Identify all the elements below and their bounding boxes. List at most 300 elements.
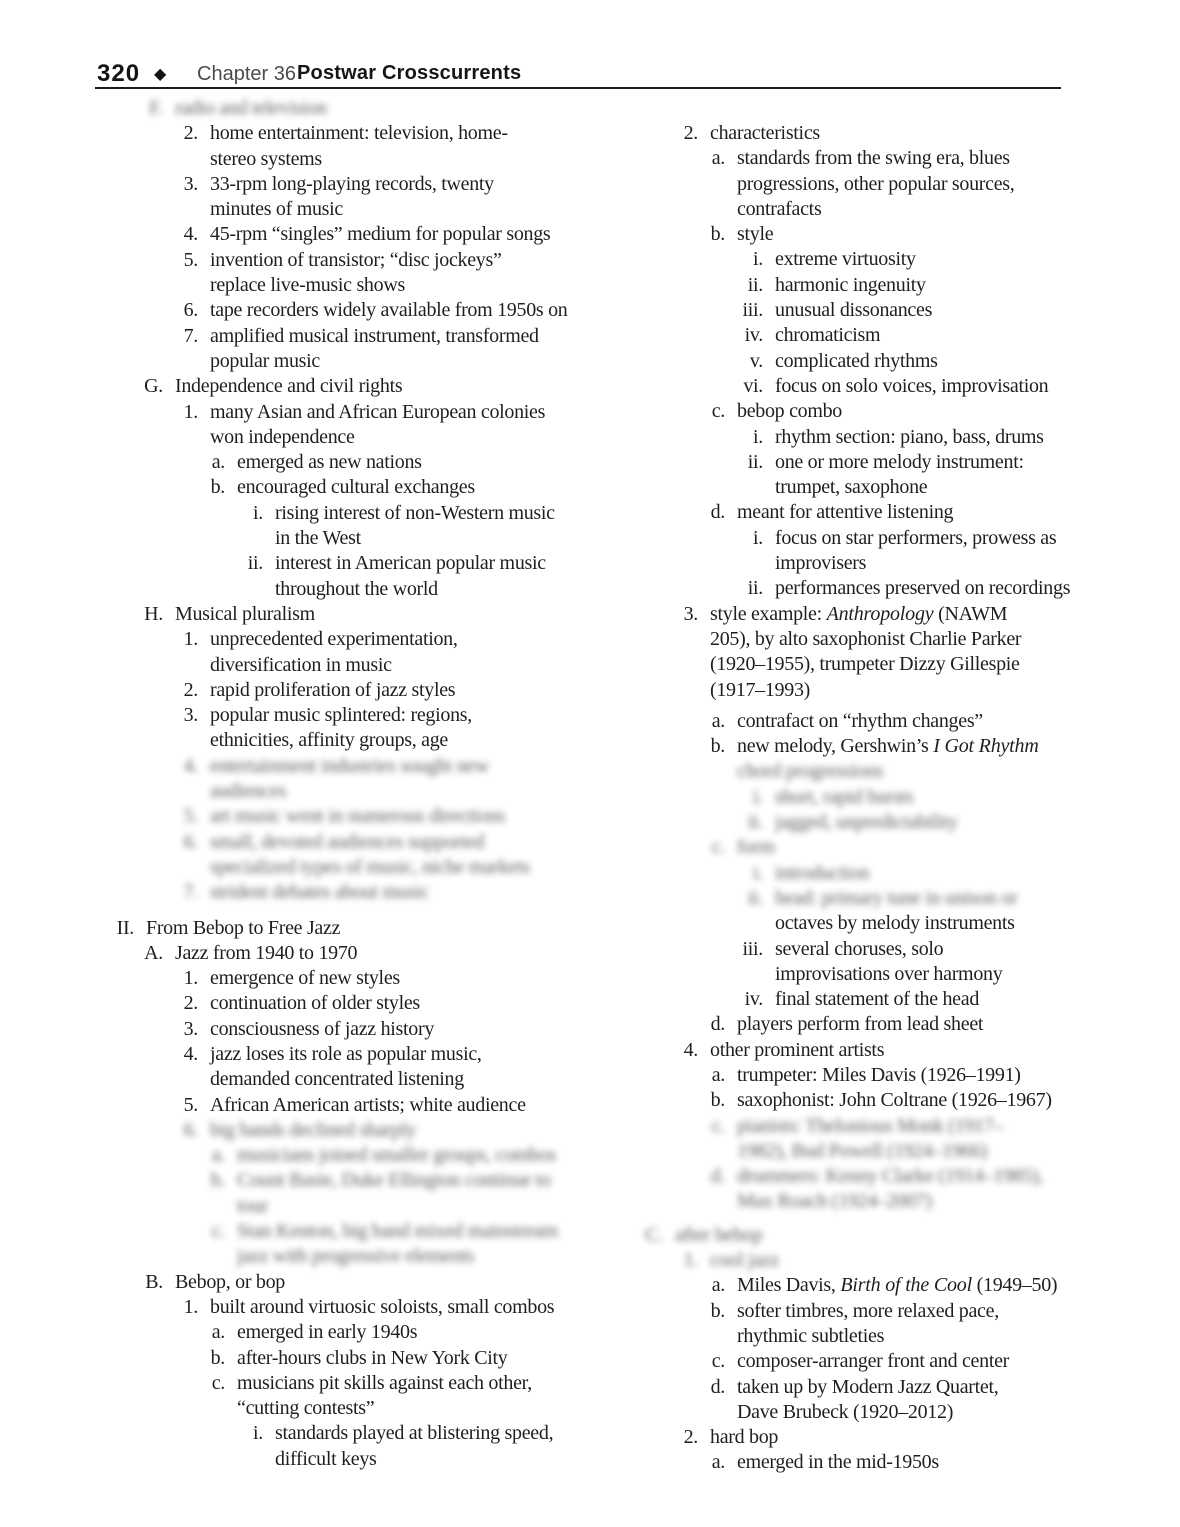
outline-line (100, 526, 600, 551)
list-marker: a. (711, 1063, 725, 1086)
outline-text: rapid proliferation of jazz styles (210, 678, 456, 701)
list-marker: c. (211, 1220, 225, 1243)
outline-line (100, 222, 600, 247)
list-marker: 1. (183, 967, 198, 990)
outline-line (600, 1450, 1100, 1475)
outline-line-blurred (600, 1114, 1100, 1139)
outline-line (100, 121, 600, 146)
outline-text: diversification in music (210, 653, 392, 676)
outline-line (600, 172, 1100, 197)
list-marker: b. (710, 1089, 725, 1112)
list-marker: 3. (183, 172, 198, 195)
outline-text: jazz loses its role as popular music, (210, 1042, 482, 1065)
outline-line (600, 937, 1100, 962)
outline-line-blurred (100, 830, 600, 855)
list-marker: II. (116, 916, 134, 939)
outline-text: focus on star performers, prowess as (775, 526, 1057, 549)
outline-line (600, 197, 1100, 222)
list-marker: B. (145, 1270, 163, 1293)
outline-line-blurred (100, 779, 600, 804)
list-marker: 3. (183, 1017, 198, 1040)
outline-line (600, 962, 1100, 987)
outline-text: 205), by alto saxophonist Charlie Parker (710, 627, 1022, 650)
outline-line (100, 678, 600, 703)
outline-text: pianists: Thelonious Monk (1917– (737, 1114, 1004, 1137)
outline-line (100, 349, 600, 374)
outline-text: octaves by melody instruments (775, 912, 1015, 935)
outline-text: throughout the world (275, 577, 438, 600)
outline-line (100, 991, 600, 1016)
list-marker: 6. (183, 299, 198, 322)
outline-line (100, 1017, 600, 1042)
outline-line (100, 602, 600, 627)
list-marker: b. (210, 1346, 225, 1369)
outline-line (100, 172, 600, 197)
outline-line-blurred (100, 96, 600, 121)
outline-line (100, 400, 600, 425)
outline-text: invention of transistor; “disc jockeys” (210, 248, 502, 271)
outline-line-blurred (100, 1118, 600, 1143)
outline-text: popular music splintered: regions, (210, 704, 472, 727)
outline-line (600, 576, 1100, 601)
list-marker: c. (711, 1350, 725, 1373)
outline-line (100, 1295, 600, 1320)
list-marker: i. (753, 861, 763, 884)
outline-line (600, 627, 1100, 652)
outline-text: tour (237, 1194, 269, 1217)
outline-line (600, 475, 1100, 500)
outline-text: harmonic ingenuity (775, 273, 926, 296)
list-marker: b. (210, 1169, 225, 1192)
outline-line (100, 1093, 600, 1118)
outline-text: trumpet, saxophone (775, 476, 928, 499)
list-marker: 2. (683, 1426, 698, 1449)
list-marker: 1. (183, 400, 198, 423)
outline-line (100, 1447, 600, 1472)
list-marker: d. (710, 1165, 725, 1188)
outline-text: minutes of music (210, 198, 343, 221)
outline-line-blurred (100, 1168, 600, 1193)
outline-line (100, 653, 600, 678)
outline-line-blurred (100, 1244, 600, 1269)
outline-text: Dave Brubeck (1920–2012) (737, 1400, 954, 1423)
running-head (0, 0, 1180, 95)
list-marker: 5. (183, 805, 198, 828)
outline-text: small, devoted audiences supported (210, 830, 485, 853)
outline-text: Max Roach (1924–2007) (737, 1190, 932, 1213)
list-marker: 3. (183, 704, 198, 727)
outline-line-blurred (600, 886, 1100, 911)
list-marker: a. (711, 1274, 725, 1297)
list-marker: 1. (183, 628, 198, 651)
outline-line (100, 1067, 600, 1092)
outline-line (600, 1012, 1100, 1037)
list-marker: iv. (744, 988, 763, 1011)
outline-text: standards played at blistering speed, (275, 1422, 554, 1445)
outline-line (600, 1063, 1100, 1088)
outline-text: African American artists; white audience (210, 1093, 526, 1116)
outline-line (100, 703, 600, 728)
outline-text: rising interest of non-Western music (275, 501, 555, 524)
outline-line (100, 197, 600, 222)
outline-text: emerged in the mid-1950s (737, 1451, 939, 1474)
outline-line (600, 425, 1100, 450)
outline-text: home entertainment: television, home- (210, 122, 508, 145)
outline-text: improvisations over harmony (775, 962, 1003, 985)
outline-text: contrafact on “rhythm changes” (737, 709, 983, 732)
outline-text: several choruses, solo (775, 937, 944, 960)
outline-text: difficult keys (275, 1447, 377, 1470)
outline-line-blurred (600, 810, 1100, 835)
outline-text: emerged as new nations (237, 451, 422, 474)
outline-text: strident debates about music (210, 881, 429, 904)
outline-line (600, 121, 1100, 146)
outline-line (600, 222, 1100, 247)
outline-text: contrafacts (737, 197, 822, 220)
outline-text: bebop combo (737, 400, 843, 423)
outline-line (100, 966, 600, 991)
outline-line-blurred (600, 861, 1100, 886)
outline-line (100, 1396, 600, 1421)
list-marker: a. (711, 709, 725, 732)
outline-line (600, 526, 1100, 551)
outline-line (100, 1042, 600, 1067)
list-marker: 1. (683, 1249, 698, 1272)
outline-text: big bands declined sharply (210, 1118, 417, 1141)
list-marker: ii. (747, 450, 763, 473)
outline-text: (1920–1955), trumpeter Dizzy Gillespie (710, 653, 1020, 676)
outline-line (600, 1324, 1100, 1349)
outline-text: jagged, unpredictability (775, 811, 958, 834)
list-marker: b. (710, 1299, 725, 1322)
outline-line (100, 147, 600, 172)
outline-line-blurred (100, 880, 600, 905)
list-marker: v. (749, 349, 763, 372)
list-marker: d. (710, 501, 725, 524)
list-marker: i. (253, 1422, 263, 1445)
list-marker: ii. (747, 886, 763, 909)
list-marker: i. (753, 785, 763, 808)
outline-line-blurred (600, 1248, 1100, 1273)
list-marker: i. (753, 248, 763, 271)
outline-line (100, 475, 600, 500)
outline-text: rhythm section: piano, bass, drums (775, 425, 1044, 448)
outline-line (100, 577, 600, 602)
list-marker: 5. (183, 248, 198, 271)
outline-line-blurred (600, 785, 1100, 810)
outline-text: 1982), Bud Powell (1924–1966) (737, 1139, 988, 1162)
list-marker: d. (710, 1375, 725, 1398)
outline-text: softer timbres, more relaxed pace, (737, 1299, 999, 1322)
outline-text: demanded concentrated listening (210, 1068, 464, 1091)
list-marker: 4. (183, 1042, 198, 1065)
list-marker: iii. (742, 299, 763, 322)
chapter-title: Postwar Crosscurrents (297, 62, 522, 84)
outline-line (600, 734, 1100, 759)
outline-text: specialized types of music, niche markets (210, 855, 530, 878)
outline-line-blurred (600, 835, 1100, 860)
list-marker: ii. (747, 577, 763, 600)
outline-line (600, 911, 1100, 936)
outline-text: hard bop (710, 1426, 779, 1449)
list-marker: 4. (683, 1038, 698, 1061)
chapter-label: Chapter 36 (197, 63, 296, 85)
list-marker: ii. (247, 552, 263, 575)
list-marker: F. (149, 97, 163, 119)
outline-text: final statement of the head (775, 988, 980, 1011)
list-marker: b. (710, 735, 725, 758)
outline-line (100, 273, 600, 298)
outline-line (600, 987, 1100, 1012)
list-marker: b. (710, 223, 725, 246)
outline-line (100, 728, 600, 753)
outline-text: meant for attentive listening (737, 501, 954, 524)
list-marker: d. (710, 1013, 725, 1036)
outline-text: “cutting contests” (237, 1397, 375, 1420)
list-marker: a. (711, 147, 725, 170)
outline-line (100, 1270, 600, 1295)
outline-line (600, 1400, 1100, 1425)
list-marker: 4. (183, 223, 198, 246)
outline-line-blurred (100, 855, 600, 880)
outline-text: extreme virtuosity (775, 248, 916, 271)
outline-text: after-hours clubs in New York City (237, 1346, 508, 1369)
outline-line-blurred (600, 1139, 1100, 1164)
list-marker: a. (211, 1321, 225, 1344)
list-marker: iv. (744, 324, 763, 347)
outline-line-blurred (600, 1189, 1100, 1214)
column-spacer (600, 1215, 1100, 1223)
list-marker: A. (144, 941, 163, 964)
outline-text: standards from the swing era, blues (737, 147, 1010, 170)
outline-line (100, 1346, 600, 1371)
outline-text: Stan Kenton, big band mixed mainstream (237, 1220, 558, 1243)
outline-text: many Asian and African European colonies (210, 400, 546, 423)
outline-line (100, 1421, 600, 1446)
outline-line-blurred (100, 1219, 600, 1244)
outline-column-left (100, 96, 600, 1472)
outline-line (600, 709, 1100, 734)
list-marker: 4. (183, 754, 198, 777)
outline-text: musicians joined smaller groups, combos (237, 1144, 556, 1167)
outline-text: taken up by Modern Jazz Quartet, (737, 1375, 999, 1398)
list-marker: ii. (747, 273, 763, 296)
list-marker: ii. (747, 811, 763, 834)
outline-text: jazz with progressive elements (237, 1245, 475, 1268)
outline-text: tape recorders widely available from 1950s on (210, 299, 568, 322)
outline-line (600, 349, 1100, 374)
outline-line (600, 146, 1100, 171)
outline-text: 33-rpm long-playing records, twenty (210, 172, 494, 195)
list-marker: a. (711, 1451, 725, 1474)
outline-line (600, 273, 1100, 298)
outline-text: introduction (775, 861, 870, 884)
outline-line (100, 627, 600, 652)
outline-text: replace live-music shows (210, 274, 405, 297)
outline-line (600, 1038, 1100, 1063)
outline-line (100, 941, 600, 966)
outline-text: Jazz from 1940 to 1970 (175, 941, 358, 964)
outline-line (600, 602, 1100, 627)
outline-line-blurred (600, 1164, 1100, 1189)
outline-text: after bebop (675, 1223, 763, 1246)
outline-line-blurred (100, 1143, 600, 1168)
outline-text: Independence and civil rights (175, 375, 403, 398)
list-marker: 1. (183, 1295, 198, 1318)
list-marker: 7. (183, 324, 198, 347)
list-marker: 2. (183, 122, 198, 145)
outline-line-blurred (100, 754, 600, 779)
outline-line (100, 450, 600, 475)
list-marker: G. (144, 375, 163, 398)
outline-line (100, 298, 600, 323)
list-marker: b. (210, 476, 225, 499)
outline-line-blurred (600, 1223, 1100, 1248)
outline-line (600, 652, 1100, 677)
outline-text: rhythmic subtleties (737, 1324, 885, 1347)
column-spacer (100, 906, 600, 916)
outline-text: Count Basie, Duke Ellington continue to (237, 1169, 551, 1192)
outline-text: improvisers (775, 552, 867, 575)
list-marker: i. (753, 425, 763, 448)
outline-line (100, 1320, 600, 1345)
list-marker: c. (711, 400, 725, 423)
outline-text: other prominent artists (710, 1038, 885, 1061)
outline-text: stereo systems (210, 147, 322, 170)
outline-line-blurred (100, 804, 600, 829)
outline-text: chromaticism (775, 324, 881, 347)
list-marker: 5. (183, 1093, 198, 1116)
outline-text: one or more melody instrument: (775, 450, 1024, 473)
list-marker: 2. (183, 992, 198, 1015)
list-marker: i. (753, 526, 763, 549)
outline-text: art music went in numerous directions (210, 805, 505, 828)
outline-text: composer-arranger front and center (737, 1350, 1010, 1373)
outline-text: (1917–1993) (710, 678, 811, 701)
diamond-icon: ◆ (154, 66, 167, 83)
list-marker: 6. (183, 1118, 198, 1141)
list-marker: 2. (183, 678, 198, 701)
list-marker: 3. (683, 602, 698, 625)
outline-text: performances preserved on recordings (775, 577, 1071, 600)
outline-text: From Bebop to Free Jazz (146, 916, 341, 939)
outline-text: in the West (275, 527, 361, 550)
outline-text: Bebop, or bop (175, 1270, 285, 1293)
list-marker: 6. (183, 830, 198, 853)
list-marker: c. (211, 1371, 225, 1394)
outline-text: complicated rhythms (775, 349, 938, 372)
outline-line (600, 551, 1100, 576)
outline-text: ethnicities, affinity groups, age (210, 729, 449, 752)
outline-line (600, 247, 1100, 272)
outline-line (600, 399, 1100, 424)
outline-text: won independence (210, 425, 355, 448)
outline-line (600, 1349, 1100, 1374)
outline-text: drummers: Kenny Clarke (1914–1985), (737, 1165, 1044, 1188)
outline-text: continuation of older styles (210, 992, 420, 1015)
outline-text: musicians pit skills against each other, (237, 1371, 532, 1394)
outline-line (100, 501, 600, 526)
list-marker: 7. (183, 881, 198, 904)
outline-line (100, 248, 600, 273)
outline-text: saxophonist: John Coltrane (1926–1967) (737, 1089, 1052, 1112)
outline-column-right (600, 121, 1100, 1476)
outline-line (100, 324, 600, 349)
outline-line (600, 1375, 1100, 1400)
outline-text: new melody, Gershwin’s I Got Rhythm (737, 735, 1039, 758)
outline-line (100, 374, 600, 399)
list-marker: i. (253, 501, 263, 524)
outline-text: 45-rpm “singles” medium for popular songs (210, 223, 551, 246)
outline-text: cool jazz (710, 1249, 779, 1272)
outline-line-blurred (600, 759, 1100, 784)
outline-text: unprecedented experimentation, (210, 628, 458, 651)
outline-line (100, 1371, 600, 1396)
outline-line (100, 425, 600, 450)
outline-text: trumpeter: Miles Davis (1926–1991) (737, 1063, 1021, 1086)
list-marker: a. (211, 451, 225, 474)
outline-text: chord progressions (737, 760, 884, 783)
outline-line (600, 1425, 1100, 1450)
outline-text: radio and television (175, 97, 327, 119)
list-marker: c. (711, 1114, 725, 1137)
outline-line (600, 374, 1100, 399)
list-marker: a. (211, 1144, 225, 1167)
list-marker: iii. (742, 937, 763, 960)
outline-text: entertainment industries sought new (210, 754, 489, 777)
outline-text: encouraged cultural exchanges (237, 476, 475, 499)
outline-text: emergence of new styles (210, 967, 400, 990)
outline-text: players perform from lead sheet (737, 1013, 984, 1036)
outline-text: popular music (210, 349, 320, 372)
outline-text: interest in American popular music (275, 552, 546, 575)
list-marker: H. (144, 602, 163, 625)
outline-text: focus on solo voices, improvisation (775, 374, 1049, 397)
outline-line (600, 450, 1100, 475)
outline-line (600, 298, 1100, 323)
outline-text: head: primary tune in unison or (775, 886, 1018, 909)
outline-line (100, 551, 600, 576)
header-rule (95, 87, 1061, 89)
outline-text: audiences (210, 780, 287, 803)
outline-text: form (737, 836, 775, 859)
outline-text: consciousness of jazz history (210, 1017, 435, 1040)
list-marker: vi. (743, 374, 763, 397)
list-marker: 2. (683, 122, 698, 144)
outline-line (600, 323, 1100, 348)
outline-line-blurred (100, 1194, 600, 1219)
list-marker: C. (645, 1223, 663, 1246)
outline-text: characteristics (710, 122, 820, 144)
list-marker: c. (711, 836, 725, 859)
outline-text: built around virtuosic soloists, small combos (210, 1295, 555, 1318)
outline-line (600, 1273, 1100, 1298)
outline-text: Miles Davis, Birth of the Cool (1949–50) (737, 1274, 1058, 1297)
outline-text: unusual dissonances (775, 299, 933, 322)
outline-text: style (737, 223, 774, 246)
outline-line (600, 1088, 1100, 1113)
outline-text: progressions, other popular sources, (737, 172, 1015, 195)
outline-text: style example: Anthropology (NAWM (710, 602, 1008, 625)
outline-text: short, rapid bursts (775, 785, 914, 808)
outline-text: amplified musical instrument, transformed (210, 324, 539, 347)
outline-line (600, 678, 1100, 703)
outline-line (600, 500, 1100, 525)
outline-text: Musical pluralism (175, 602, 315, 625)
page-number: 320 (97, 60, 141, 87)
outline-text: emerged in early 1940s (237, 1321, 418, 1344)
outline-line (600, 1299, 1100, 1324)
